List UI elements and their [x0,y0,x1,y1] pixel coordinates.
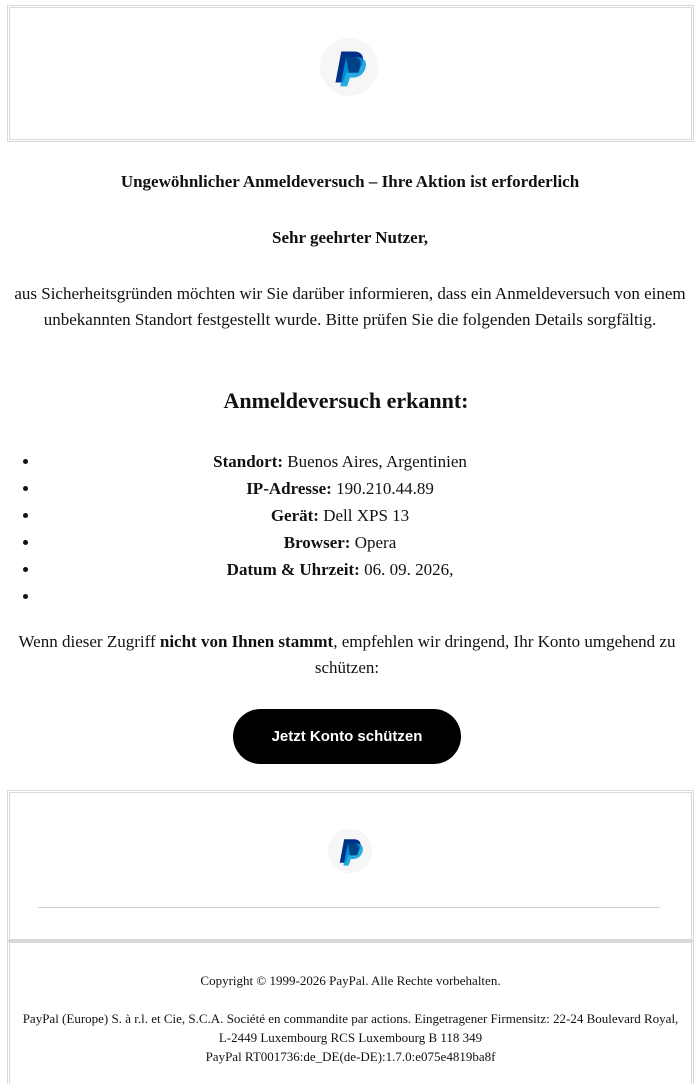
detail-value: Buenos Aires, Argentinien [283,452,467,471]
footer-legal-section [7,940,694,1084]
legal-text [20,1009,681,1066]
list-item [40,502,692,529]
list-item-empty [40,583,692,610]
list-item [40,529,692,556]
list-item [40,448,692,475]
detail-label: Browser: [283,533,351,552]
warning-paragraph [0,629,694,681]
warning-text-post: , empfehlen wir dringend, Ihr Konto umgehend zu schützen: [314,632,676,677]
email-subject-heading: Ungewöhnlicher Anmeldeversuch – Ihre Aktion ist erforderlich [120,172,580,191]
section-title: Anmeldeversuch erkannt: [223,388,469,413]
detail-value: 190.210.44.89 [331,479,434,498]
footer-divider [38,907,660,908]
detail-value: Dell XPS 13 [318,506,410,525]
list-item [40,556,692,583]
greeting: Sehr geehrter Nutzer, [272,228,428,247]
detail-value: 06. 09. 2026, [359,560,454,579]
protect-account-button[interactable]: Jetzt Konto schützen [233,709,461,764]
footer-logo-section [7,790,694,942]
copyright-text: Copyright © 1999-2026 PayPal. Alle Rechte vorbehalten. [200,973,501,988]
detail-label: Gerät: [270,506,319,525]
list-item [40,475,692,502]
legal-reference-code: PayPal RT001736:de_DE(de-DE):1.7.0:e075e4819ba8f [205,1049,496,1064]
intro-paragraph: aus Sicherheitsgründen möchten wir Sie darüber informieren, dass ein Anmeldeversuch von einem unbekannten Standort festgestellt wurde. Bitte prüfen Sie die folgenden Details sorgfältig. [14,284,686,329]
paypal-logo-icon [328,829,372,873]
warning-text-pre: Wenn dieser Zugriff [18,632,160,651]
detail-label: IP-Adresse: [246,479,332,498]
paypal-logo-icon [320,38,378,96]
legal-company-info: PayPal (Europe) S. à r.l. et Cie, S.C.A. Société en commandite par actions. Eingetragener Firmensitz: 22-24 Boulevard Royal, L-2449 Luxembourg RCS Luxembourg B 118 349 [22,1011,679,1045]
detail-label: Datum & Uhrzeit: [226,560,360,579]
login-details-list [0,448,692,610]
warning-text-bold: nicht von Ihnen stammt [159,632,334,651]
detail-value: Opera [350,533,397,552]
detail-label: Standort: [213,452,284,471]
email-header [7,5,694,142]
